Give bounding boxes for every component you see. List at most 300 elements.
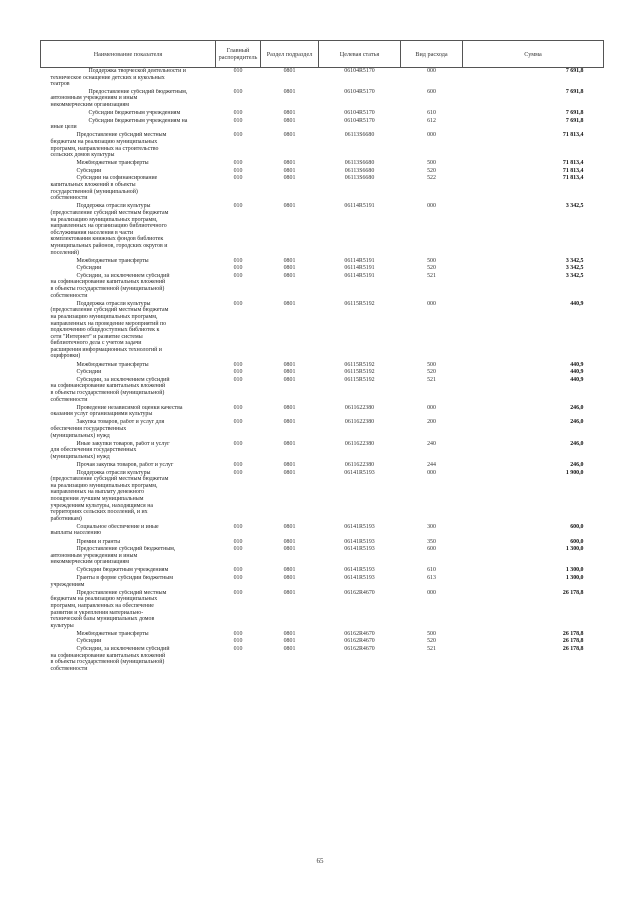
row-name-line: автономным учреждениям и иным (50, 552, 138, 559)
row-name (41, 462, 216, 470)
row-name-line: некоммерческим организациям (50, 101, 129, 108)
row-chief-manager: 010 (233, 160, 243, 167)
row-name-line: Субсидии бюджетным учреждениям (88, 110, 181, 117)
row-name-line: Предоставление субсидий бюджетным, (88, 88, 188, 95)
row-target-article: 0611622380 (344, 419, 375, 426)
row-amount: 26 178,8 (562, 589, 584, 596)
row-section: 0801 (283, 203, 296, 210)
row-name-line: бюджетам на реализацию муниципальных (50, 138, 158, 145)
row-name-line: сельских домов культуры (50, 152, 115, 159)
row-section: 0801 (283, 88, 296, 95)
row-name-line: на софинансирование капитальных вложений (50, 383, 166, 390)
row-amount: 7 691,8 (565, 88, 584, 95)
row-name-line: театров (50, 81, 70, 88)
row-chief-manager: 010 (233, 361, 243, 368)
row-name (41, 419, 216, 440)
row-name-line: Межбюджетные трансферты (76, 361, 149, 368)
row-amount: 1 300,0 (565, 546, 584, 553)
row-expense-type: 000 (427, 469, 436, 476)
row-amount: 440,9 (570, 369, 584, 376)
row-section: 0801 (283, 404, 296, 411)
row-name (41, 441, 216, 462)
table-header-row (41, 41, 604, 68)
row-chief-manager: 010 (233, 265, 243, 272)
row-name-line: культуры (50, 622, 74, 629)
row-name-line: на софинансирование капитальных вложений (50, 279, 166, 286)
row-name (41, 203, 216, 257)
table-row (41, 168, 604, 176)
row-name (41, 68, 216, 89)
row-name-line: программ, направленных на обеспечение (50, 602, 154, 609)
row-amount: 7 691,8 (565, 117, 584, 124)
row-name-line: некоммерческим организациям (50, 559, 129, 566)
row-name-line: Социальное обеспечение и иные (76, 523, 159, 530)
row-name-line: (муниципальных) нужд (50, 453, 110, 460)
row-expense-type: 000 (427, 404, 436, 411)
row-target-article: 06141R5193 (344, 469, 375, 476)
row-amount: 71 813,4 (562, 167, 584, 174)
row-name (41, 646, 216, 674)
row-expense-type: 610 (427, 567, 436, 574)
row-section: 0801 (283, 646, 296, 652)
row-name-line: Субсидии, за исключением субсидий (76, 272, 170, 279)
row-name-line: обслуживания населения в части (50, 229, 134, 236)
row-name-line: учреждениям культуры, находящимся на (50, 502, 153, 509)
row-name (41, 546, 216, 567)
row-amount: 246,0 (570, 461, 584, 468)
row-name (41, 110, 216, 118)
row-section: 0801 (283, 638, 296, 645)
row-name-line: бюджетам на реализацию муниципальных (50, 596, 158, 603)
row-target-article: 06113S6680 (344, 175, 375, 182)
row-expense-type: 600 (427, 88, 436, 95)
row-name-line: государственной (муниципальной) (50, 188, 138, 195)
row-expense-type: 522 (427, 175, 436, 182)
row-amount: 3 342,5 (565, 203, 584, 210)
row-expense-type: 521 (427, 376, 436, 383)
row-amount: 26 178,8 (562, 646, 584, 652)
row-section: 0801 (283, 567, 296, 574)
row-name (41, 567, 216, 575)
row-expense-type: 000 (427, 68, 436, 74)
row-target-article: 0611622380 (344, 404, 375, 411)
row-expense-type: 000 (427, 300, 436, 307)
row-chief-manager: 010 (233, 88, 243, 95)
row-section: 0801 (283, 175, 296, 182)
row-name (41, 168, 216, 176)
row-expense-type: 520 (427, 638, 436, 645)
row-amount: 3 342,5 (565, 265, 584, 272)
row-name-line: направленных на организацию библиотечного (50, 223, 167, 230)
row-expense-type: 500 (427, 361, 436, 368)
row-name-line: (предоставление субсидий местным бюджетам (50, 307, 169, 314)
row-section: 0801 (283, 160, 296, 167)
row-target-article: 06115R5192 (344, 361, 375, 368)
row-name-line: собственности (50, 396, 88, 403)
row-target-article: 06104R5170 (344, 68, 375, 74)
row-name-line: оцифровки) (50, 353, 81, 360)
row-section: 0801 (283, 440, 296, 447)
row-name-line: Субсидии бюджетным учреждениям на (88, 117, 188, 124)
row-name-line: Поддержка творческой деятельности и (88, 68, 186, 74)
row-name-line: поселений) (50, 249, 80, 256)
row-chief-manager: 010 (233, 523, 243, 530)
row-section: 0801 (283, 68, 296, 74)
row-expense-type: 500 (427, 257, 436, 264)
row-amount: 440,9 (570, 376, 584, 383)
row-name-line: обеспечения государственных (50, 425, 127, 432)
table-row (41, 160, 604, 168)
row-target-article: 06115R5192 (344, 300, 375, 307)
row-name-line: поощрения лучшим муниципальным (50, 495, 144, 502)
row-name-line: учреждениям (50, 581, 85, 588)
row-name-line: Субсидии на софинансирование (76, 175, 158, 182)
row-name (41, 377, 216, 405)
row-section: 0801 (283, 575, 296, 582)
row-name (41, 575, 216, 590)
row-expense-type: 000 (427, 132, 436, 139)
row-section: 0801 (283, 257, 296, 264)
row-name-line: Предоставление субсидий местным (76, 589, 167, 596)
table-row (41, 419, 604, 440)
row-target-article: 06104R5170 (344, 88, 375, 95)
row-name (41, 258, 216, 266)
row-target-article: 06141R5193 (344, 575, 375, 582)
row-name-line: направленных на выплату денежного (50, 489, 145, 496)
row-name (41, 265, 216, 273)
table-row (41, 369, 604, 377)
row-expense-type: 000 (427, 203, 436, 210)
row-chief-manager: 010 (233, 257, 243, 264)
row-chief-manager: 010 (233, 630, 243, 637)
table-row (41, 258, 604, 266)
row-name-line: Проведение независимой оценки качества (76, 404, 183, 411)
row-expense-type: 500 (427, 630, 436, 637)
table-row (41, 405, 604, 420)
row-chief-manager: 010 (233, 404, 243, 411)
row-name (41, 631, 216, 639)
row-name-line: Прочая закупка товаров, работ и услуг (76, 461, 174, 468)
page-number: 65 (316, 857, 324, 865)
row-name-line: Субсидии, за исключением субсидий (76, 646, 170, 652)
table-row (41, 377, 604, 405)
row-name (41, 590, 216, 631)
row-target-article: 06115R5192 (344, 369, 375, 376)
row-amount: 246,0 (570, 419, 584, 426)
row-expense-type: 300 (427, 523, 436, 530)
table-row (41, 567, 604, 575)
row-name-line: Межбюджетные трансферты (76, 630, 149, 637)
row-name-line: Поддержка отрасли культуры (76, 469, 151, 476)
row-name-line: иные цели (50, 124, 77, 131)
row-target-article: 06115R5192 (344, 376, 375, 383)
row-section: 0801 (283, 361, 296, 368)
row-name (41, 638, 216, 646)
row-name-line: Поддержка отрасли культуры (76, 300, 151, 307)
row-section: 0801 (283, 469, 296, 476)
table-row (41, 524, 604, 539)
row-chief-manager: 010 (233, 638, 243, 645)
header-target-article: Целевая статья (319, 41, 401, 68)
row-name-line: Субсидии (76, 638, 102, 645)
row-target-article: 06162R4670 (344, 638, 375, 645)
row-name-line: Субсидии бюджетным учреждениям (76, 567, 169, 574)
row-expense-type: 520 (427, 167, 436, 174)
row-name (41, 273, 216, 301)
row-chief-manager: 010 (233, 132, 243, 139)
row-section: 0801 (283, 300, 296, 307)
row-name-line: Поддержка отрасли культуры (76, 203, 151, 210)
row-target-article: 0611622380 (344, 461, 375, 468)
row-amount: 3 342,5 (565, 257, 584, 264)
row-name-line: на реализацию муниципальных программ, (50, 482, 158, 489)
row-chief-manager: 010 (233, 369, 243, 376)
row-name-line: Субсидии (76, 265, 102, 272)
table-row (41, 362, 604, 370)
row-name-line: автономным учреждениям и иным (50, 95, 138, 102)
row-section: 0801 (283, 523, 296, 530)
row-chief-manager: 010 (233, 546, 243, 553)
row-section: 0801 (283, 461, 296, 468)
row-name (41, 132, 216, 160)
row-target-article: 06141R5193 (344, 567, 375, 574)
row-name-line: в объекты государственной (муниципальной) (50, 389, 165, 396)
row-amount: 26 178,8 (562, 638, 584, 645)
row-name (41, 362, 216, 370)
row-section: 0801 (283, 376, 296, 383)
row-chief-manager: 010 (233, 68, 243, 74)
table-row (41, 68, 604, 89)
row-amount: 71 813,4 (562, 160, 584, 167)
row-section: 0801 (283, 117, 296, 124)
row-amount: 7 691,8 (565, 110, 584, 117)
row-target-article: 06114R5191 (344, 257, 375, 264)
row-name-line: Предоставление субсидий бюджетным, (76, 546, 176, 553)
row-name-line: (муниципальных) нужд (50, 432, 110, 439)
table-row (41, 575, 604, 590)
row-section: 0801 (283, 630, 296, 637)
table-row (41, 175, 604, 203)
row-name-line: собственности (50, 292, 88, 299)
expenditure-table (40, 40, 604, 674)
row-amount: 1 300,0 (565, 575, 584, 582)
row-chief-manager: 010 (233, 646, 243, 652)
row-chief-manager: 010 (233, 203, 243, 210)
row-name-line: для обеспечения государственных (50, 447, 137, 454)
row-target-article: 06113S6680 (344, 167, 375, 174)
row-name-line: Иные закупки товаров, работ и услуг (76, 440, 170, 447)
row-target-article: 06114R5191 (344, 265, 375, 272)
table-body (41, 68, 604, 674)
row-name (41, 175, 216, 203)
row-name (41, 539, 216, 547)
row-chief-manager: 010 (233, 469, 243, 476)
row-target-article: 0611622380 (344, 440, 375, 447)
row-target-article: 06141R5193 (344, 538, 375, 545)
row-name-line: Субсидии (76, 369, 102, 376)
row-target-article: 06104R5170 (344, 117, 375, 124)
row-section: 0801 (283, 272, 296, 279)
row-expense-type: 520 (427, 369, 436, 376)
table-row (41, 301, 604, 362)
row-name-line: в объекты государственной (муниципальной) (50, 286, 165, 293)
table-row (41, 273, 604, 301)
row-name-line: направленных на проведение мероприятий по (50, 320, 167, 327)
row-amount: 1 300,0 (565, 567, 584, 574)
row-name-line: Субсидии (76, 167, 102, 174)
row-section: 0801 (283, 132, 296, 139)
row-amount: 246,0 (570, 440, 584, 447)
row-name-line: в объекты государственной (муниципальной) (50, 659, 165, 666)
row-name-line: развития и укрепления материально- (50, 609, 144, 616)
table-row (41, 118, 604, 133)
row-name-line: Межбюджетные трансферты (76, 160, 149, 167)
header-amount: Сумма (463, 41, 604, 68)
row-target-article: 06114R5191 (344, 203, 375, 210)
table-row (41, 441, 604, 462)
row-section: 0801 (283, 265, 296, 272)
row-expense-type: 610 (427, 110, 436, 117)
row-name (41, 470, 216, 524)
row-name-line: оказания услуг организациями культуры (50, 411, 153, 418)
row-expense-type: 612 (427, 117, 436, 124)
row-name-line: собственности (50, 195, 88, 202)
row-amount: 71 813,4 (562, 175, 584, 182)
row-name (41, 118, 216, 133)
row-name-line: капитальных вложений в объекты (50, 182, 136, 189)
row-name-line: расширения информационных технологий и (50, 346, 162, 353)
row-name-line: на реализацию муниципальных программ, (50, 313, 158, 320)
row-section: 0801 (283, 538, 296, 545)
header-chief-manager: Главный распорядитель (216, 41, 261, 68)
row-chief-manager: 010 (233, 272, 243, 279)
row-name (41, 369, 216, 377)
row-chief-manager: 010 (233, 575, 243, 582)
row-name-line: (предоставление субсидий местным бюджетам (50, 476, 169, 483)
row-amount: 440,9 (570, 300, 584, 307)
row-target-article: 06162R4670 (344, 646, 375, 652)
row-target-article: 06141R5193 (344, 546, 375, 553)
row-target-article: 06141R5193 (344, 523, 375, 530)
table-row (41, 539, 604, 547)
table-row (41, 470, 604, 524)
row-expense-type: 200 (427, 419, 436, 426)
row-name-line: Закупка товаров, работ и услуг для (76, 419, 165, 426)
row-name-line: выплаты населению (50, 530, 102, 537)
row-chief-manager: 010 (233, 175, 243, 182)
row-expense-type: 520 (427, 265, 436, 272)
row-expense-type: 350 (427, 538, 436, 545)
row-amount: 246,0 (570, 404, 584, 411)
row-name-line: работникам) (50, 515, 82, 522)
row-target-article: 06113S6680 (344, 160, 375, 167)
table-row (41, 546, 604, 567)
row-name (41, 160, 216, 168)
row-chief-manager: 010 (233, 589, 243, 596)
table-row (41, 203, 604, 257)
row-name (41, 89, 216, 110)
table-row (41, 89, 604, 110)
header-expense-type: Вид расхода (401, 41, 463, 68)
table-row (41, 110, 604, 118)
row-name-line: техническое оснащение детских и кукольных (50, 74, 165, 81)
row-name-line: Субсидии, за исключением субсидий (76, 376, 170, 383)
row-chief-manager: 010 (233, 117, 243, 124)
row-amount: 600,0 (570, 538, 584, 545)
row-amount: 600,0 (570, 523, 584, 530)
row-name (41, 524, 216, 539)
budget-document-page (40, 40, 600, 674)
row-target-article: 06104R5170 (344, 110, 375, 117)
row-chief-manager: 010 (233, 461, 243, 468)
table-row (41, 265, 604, 273)
table-row (41, 462, 604, 470)
row-expense-type: 244 (427, 461, 436, 468)
row-target-article: 06162R4670 (344, 630, 375, 637)
table-row (41, 132, 604, 160)
row-section: 0801 (283, 167, 296, 174)
row-section: 0801 (283, 589, 296, 596)
row-name-line: (предоставление субсидий местным бюджетам (50, 209, 169, 216)
row-expense-type: 521 (427, 272, 436, 279)
row-name-line: собственности (50, 665, 88, 672)
row-chief-manager: 010 (233, 376, 243, 383)
row-expense-type: 613 (427, 575, 436, 582)
row-amount: 26 178,8 (562, 630, 584, 637)
header-name: Наименование показателя (41, 41, 216, 68)
row-amount: 71 813,4 (562, 132, 584, 139)
row-section: 0801 (283, 419, 296, 426)
row-section: 0801 (283, 369, 296, 376)
row-chief-manager: 010 (233, 300, 243, 307)
row-chief-manager: 010 (233, 419, 243, 426)
row-target-article: 06114R5191 (344, 272, 375, 279)
row-section: 0801 (283, 110, 296, 117)
table-row (41, 638, 604, 646)
row-name-line: Гранты в форме субсидии бюджетным (76, 575, 173, 582)
row-name-line: Премии и гранты (76, 538, 121, 545)
row-amount: 1 900,0 (565, 469, 584, 476)
row-amount: 3 342,5 (565, 272, 584, 279)
row-section: 0801 (283, 546, 296, 553)
row-expense-type: 500 (427, 160, 436, 167)
row-name-line: подключению общедоступных библиотек к (50, 327, 160, 334)
row-name-line: Предоставление субсидий местным (76, 132, 167, 139)
row-chief-manager: 010 (233, 538, 243, 545)
row-expense-type: 600 (427, 546, 436, 553)
row-name (41, 405, 216, 420)
row-name-line: библиотечного дела с учетом задачи (50, 340, 142, 347)
table-row (41, 590, 604, 631)
row-chief-manager: 010 (233, 440, 243, 447)
row-name-line: комплектования книжных фондов библиотек (50, 236, 164, 243)
row-chief-manager: 010 (233, 110, 243, 117)
row-name-line: технической базы муниципальных домов (50, 616, 155, 623)
row-amount: 440,9 (570, 361, 584, 368)
row-target-article: 06113S6680 (344, 132, 375, 139)
header-section: Раздел подраздел (261, 41, 319, 68)
row-chief-manager: 010 (233, 567, 243, 574)
row-name-line: территориях сельских поселений, и их (50, 509, 148, 516)
row-name (41, 301, 216, 362)
table-row (41, 646, 604, 674)
row-chief-manager: 010 (233, 167, 243, 174)
row-name-line: сети "Интернет" и развитие системы (50, 333, 143, 340)
row-name-line: на реализацию муниципальных программ, (50, 216, 158, 223)
row-name-line: муниципальных районов, городских округов и (50, 242, 168, 249)
row-expense-type: 000 (427, 589, 436, 596)
table-row (41, 631, 604, 639)
